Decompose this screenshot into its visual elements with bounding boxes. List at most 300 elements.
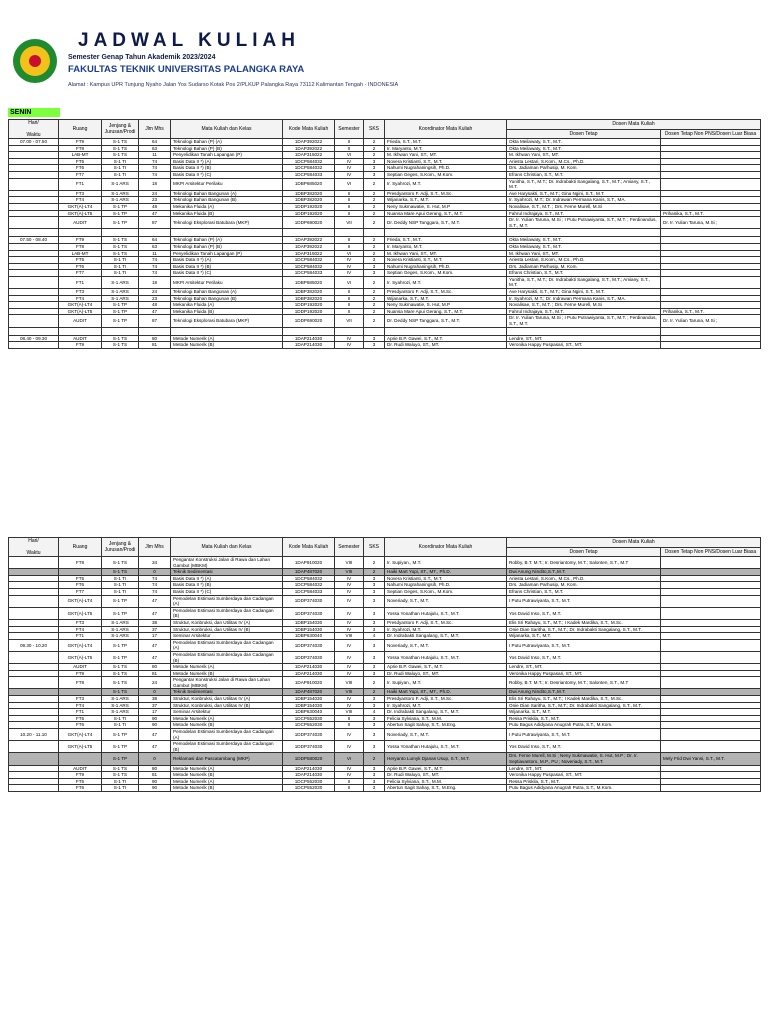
cell-koordinator: Ir. Supiyan., M.T. bbox=[385, 557, 507, 569]
cell-kode: 1DCP584033 bbox=[283, 171, 335, 178]
cell-kode: 1DAP910020 bbox=[283, 677, 335, 689]
cell-waktu bbox=[9, 607, 59, 619]
cell-jenjang: S-1 TS bbox=[102, 557, 139, 569]
cell-jml-mhs: 23 bbox=[139, 197, 171, 204]
cell-sks: 3 bbox=[364, 772, 385, 779]
cell-dosen-tetap: Yunitha, S.T., M.T.; Dr. Indrabakti Sangalang, S.T., M.T.; Amiany, S.T., M.T. bbox=[507, 178, 661, 190]
cell-mata-kuliah: Basis Data II *) (C) bbox=[171, 270, 283, 277]
cell-dosen-nonpns bbox=[661, 677, 761, 689]
cell-mata-kuliah: Metode Numerik (B) bbox=[171, 785, 283, 792]
cell-semester: IV bbox=[335, 263, 364, 270]
cell-waktu bbox=[9, 217, 59, 229]
col-dosen-group: Dosen Mata Kuliah bbox=[507, 120, 761, 130]
cell-ruang: FT8 bbox=[59, 145, 102, 152]
faculty-address: Alamat : Kampus UPR Tunjung Nyaho Jalan Yos Sudarso Kotak Pos 2/PLKUP Palangka Raya 73112 Kalimantan Tengah - INDONESIA bbox=[68, 82, 399, 88]
cell-ruang: AUDIT bbox=[59, 664, 102, 671]
cell-sks: 3 bbox=[364, 670, 385, 677]
cell-sks: 2 bbox=[364, 753, 385, 765]
cell-kode: 1DAP315022 bbox=[283, 250, 335, 257]
cell-mata-kuliah: Penyelidikan Tanah Lapangan (P) bbox=[171, 250, 283, 257]
cell-ruang: FT7 bbox=[59, 270, 102, 277]
cell-sks: 3 bbox=[364, 715, 385, 722]
cell-waktu bbox=[9, 145, 59, 152]
cell-waktu bbox=[9, 197, 59, 204]
cell-kode: 1DAP214030 bbox=[283, 670, 335, 677]
cell-mata-kuliah: Basis Data II *) (C) bbox=[171, 588, 283, 595]
day-label: SENIN bbox=[8, 108, 60, 117]
cell-ruang: LAB-MT bbox=[59, 152, 102, 159]
table-row bbox=[9, 670, 761, 677]
cell-waktu bbox=[9, 243, 59, 250]
cell-koordinator: Felicia Sylviana, S.T., M.M. bbox=[385, 778, 507, 785]
schedule-table-monday-part2 bbox=[8, 537, 761, 792]
table-row bbox=[9, 575, 761, 582]
table-row bbox=[9, 765, 761, 772]
cell-jenjang: S-1 TI bbox=[102, 588, 139, 595]
cell-jenjang: S-1 TI bbox=[102, 158, 139, 165]
cell-waktu bbox=[9, 250, 59, 257]
cell-jenjang: S-1 TP bbox=[102, 217, 139, 229]
cell-koordinator: Yossa Yonathan Hutajulu, S.T., M.T. bbox=[385, 607, 507, 619]
cell-jenjang: S-1 TP bbox=[102, 639, 139, 651]
cell-kode: 1DCP584032 bbox=[283, 257, 335, 264]
cell-mata-kuliah: Teknik Sedimentasi bbox=[171, 689, 283, 696]
cell-dosen-nonpns bbox=[661, 639, 761, 651]
col-koordinator: Koordinator Mata Kuliah bbox=[385, 538, 507, 557]
cell-mata-kuliah: Basis Data II *) (B) bbox=[171, 582, 283, 589]
cell-sks: 3 bbox=[364, 741, 385, 753]
cell-dosen-tetap: Okta Meilawaty, S.T., M.T. bbox=[507, 237, 661, 244]
cell-sks: 3 bbox=[364, 619, 385, 626]
cell-kode: 1DCP584033 bbox=[283, 588, 335, 595]
cell-dosen-nonpns bbox=[661, 145, 761, 152]
cell-ruang: GKT(A)-LT4 bbox=[59, 595, 102, 607]
cell-dosen-nonpns: Prihanika, S.T., M.T. bbox=[661, 308, 761, 315]
cell-semester: II bbox=[335, 237, 364, 244]
cell-semester: IV bbox=[335, 664, 364, 671]
cell-jenjang: S-1 TI bbox=[102, 270, 139, 277]
cell-dosen-tetap: Drs. Ferne Murell, M.Si ; Neny Sukmawatie, S. Hut, M.P ; Dr. Ir. Septiavantoro, M.P., PU ; Noveriady, S.T., M.T. bbox=[507, 753, 661, 765]
semester-label: Semester Genap Tahun Akademik 2023/2024 bbox=[68, 54, 216, 61]
cell-dosen-tetap: Ariesta Lestari, S.Kom., M.Cs., Ph.D. bbox=[507, 158, 661, 165]
cell-dosen-nonpns bbox=[661, 709, 761, 716]
cell-dosen-nonpns bbox=[661, 276, 761, 288]
cell-ruang: FT5 bbox=[59, 715, 102, 722]
cell-jml-mhs: 63 bbox=[139, 145, 171, 152]
cell-sks: 2 bbox=[364, 677, 385, 689]
cell-mata-kuliah bbox=[171, 229, 283, 237]
cell-mata-kuliah: Pengantar Konstruksi Jalan di Rawa dan Lahan Gambut (MBKM) bbox=[171, 557, 283, 569]
cell-koordinator: Noveriady, S.T., M.T. bbox=[385, 639, 507, 651]
cell-dosen-nonpns bbox=[661, 702, 761, 709]
cell-ruang: FT4 bbox=[59, 702, 102, 709]
cell-semester: IV bbox=[335, 626, 364, 633]
cell-sks: 3 bbox=[364, 575, 385, 582]
cell-sks: 3 bbox=[364, 626, 385, 633]
cell-ruang: GKT(A)-LT5 bbox=[59, 651, 102, 663]
cell-koordinator: Ir. Syahrozi, M.T. bbox=[385, 178, 507, 190]
cell-jml-mhs: 47 bbox=[139, 639, 171, 651]
cell-jml-mhs: 47 bbox=[139, 595, 171, 607]
cell-kode: 1DCP584032 bbox=[283, 165, 335, 172]
cell-sks: 2 bbox=[364, 197, 385, 204]
cell-koordinator: Aprie B.P. Gawei, S.T., M.T. bbox=[385, 765, 507, 772]
cell-sks: 2 bbox=[364, 689, 385, 696]
cell-dosen-nonpns bbox=[661, 237, 761, 244]
cell-waktu bbox=[9, 715, 59, 722]
cell-dosen-nonpns: Prihanika, S.T., M.T. bbox=[661, 210, 761, 217]
cell-mata-kuliah: Teknologi Bahan (P) (A) bbox=[171, 139, 283, 146]
table-row bbox=[9, 696, 761, 703]
col-jenjang: Jenjang & Jurusan/Prodi bbox=[102, 120, 139, 139]
cell-jml-mhs: 74 bbox=[139, 575, 171, 582]
col-sks: SKS bbox=[364, 120, 385, 139]
table-row bbox=[9, 165, 761, 172]
cell-koordinator: Neny Sukmawatie, S. Hut, M.P bbox=[385, 203, 507, 210]
cell-koordinator: Yossa Yonathan Hutajulu, S.T., M.T. bbox=[385, 651, 507, 663]
cell-sks: 3 bbox=[364, 639, 385, 651]
cell-semester: VII bbox=[335, 217, 364, 229]
cell-dosen-nonpns bbox=[661, 243, 761, 250]
cell-jenjang: S-1 ARS bbox=[102, 619, 139, 626]
cell-ruang bbox=[59, 753, 102, 765]
cell-kode: 1DDP192020 bbox=[283, 308, 335, 315]
cell-dosen-nonpns bbox=[661, 178, 761, 190]
cell-jenjang: S-1 TP bbox=[102, 741, 139, 753]
cell-dosen-tetap: Ressa Priskila, S.T., M.T. bbox=[507, 715, 661, 722]
cell-sks: 3 bbox=[364, 257, 385, 264]
col-dosen-tetap: Dosen Tetap bbox=[507, 547, 661, 557]
cell-semester bbox=[335, 327, 364, 335]
cell-kode: 1DDP690020 bbox=[283, 315, 335, 327]
cell-kode: 1DAP392022 bbox=[283, 237, 335, 244]
cell-jml-mhs: 80 bbox=[139, 765, 171, 772]
cell-waktu bbox=[9, 229, 59, 237]
cell-jenjang: S-1 TP bbox=[102, 210, 139, 217]
cell-koordinator: Novera Kristianti, S.T., M.T. bbox=[385, 158, 507, 165]
cell-jenjang: S-1 ARS bbox=[102, 696, 139, 703]
cell-koordinator: Felicia Sylviana, S.T., M.M. bbox=[385, 715, 507, 722]
cell-mata-kuliah: Metode Numerik (A) bbox=[171, 778, 283, 785]
cell-jml-mhs: 37 bbox=[139, 626, 171, 633]
cell-kode: 1DAP392022 bbox=[283, 145, 335, 152]
table-row bbox=[9, 557, 761, 569]
cell-koordinator bbox=[385, 229, 507, 237]
table-row bbox=[9, 664, 761, 671]
cell-jml-mhs bbox=[139, 229, 171, 237]
cell-koordinator: Dr. Indrabakti Sangalang, S.T., M.T. bbox=[385, 709, 507, 716]
cell-sks: 3 bbox=[364, 263, 385, 270]
cell-semester: IV bbox=[335, 588, 364, 595]
cell-dosen-nonpns bbox=[661, 302, 761, 309]
cell-koordinator: Ir. Maryanto, M.T. bbox=[385, 145, 507, 152]
cell-sks: 3 bbox=[364, 702, 385, 709]
cell-jenjang: S-1 TS bbox=[102, 335, 139, 342]
cell-waktu bbox=[9, 677, 59, 689]
cell-waktu bbox=[9, 689, 59, 696]
cell-jml-mhs: 81 bbox=[139, 342, 171, 349]
table-row bbox=[9, 139, 761, 146]
cell-kode: 1DAP487020 bbox=[283, 569, 335, 576]
cell-waktu bbox=[9, 582, 59, 589]
cell-dosen-nonpns bbox=[661, 651, 761, 663]
cell-kode: 1DCP552030 bbox=[283, 722, 335, 729]
table-row bbox=[9, 327, 761, 335]
cell-dosen-tetap: Dr. Ir. Yulian Taruna, M.Si ; I Putu Putrawiyanta, S.T., M.T. ; Ferdinandus, S.T., M.T. bbox=[507, 315, 661, 327]
cell-dosen-tetap: I Putu Putrawiyanta, S.T., M.T. bbox=[507, 729, 661, 741]
cell-dosen-nonpns bbox=[661, 250, 761, 257]
cell-koordinator: Abertun Sagit Sahay, S.T., M.Eng. bbox=[385, 722, 507, 729]
table-row bbox=[9, 709, 761, 716]
cell-waktu bbox=[9, 670, 59, 677]
col-jenjang: Jenjang & Jurusan/Prodi bbox=[102, 538, 139, 557]
cell-koordinator: Presdyantoro F. Adji, S.T., M.Sc. bbox=[385, 619, 507, 626]
cell-dosen-nonpns bbox=[661, 772, 761, 779]
table-row bbox=[9, 237, 761, 244]
table-row bbox=[9, 190, 761, 197]
table-row bbox=[9, 197, 761, 204]
col-ruang: Ruang bbox=[59, 538, 102, 557]
table-row bbox=[9, 626, 761, 633]
cell-mata-kuliah: Teknologi Bahan Bangunan (A) bbox=[171, 289, 283, 296]
cell-kode: 1DBP382020 bbox=[283, 190, 335, 197]
cell-sks: 3 bbox=[364, 158, 385, 165]
cell-waktu bbox=[9, 778, 59, 785]
cell-ruang: FT8 bbox=[59, 243, 102, 250]
cell-jenjang: S-1 TS bbox=[102, 765, 139, 772]
cell-kode: 1DDP374030 bbox=[283, 607, 335, 619]
cell-jenjang: S-1 ARS bbox=[102, 197, 139, 204]
table-row bbox=[9, 250, 761, 257]
table-header bbox=[9, 538, 761, 557]
cell-kode: 1DBP154030 bbox=[283, 696, 335, 703]
cell-ruang: FT3 bbox=[59, 696, 102, 703]
cell-dosen-tetap: Robby, B.T. M.T.; Ir. Desriantomy, M.T.; Salonten, S.T., M.T bbox=[507, 677, 661, 689]
table-row bbox=[9, 335, 761, 342]
cell-ruang: FT4 bbox=[59, 295, 102, 302]
cell-mata-kuliah: Pemodelan Estimasi Sumberdaya dan Cadangan (B) bbox=[171, 651, 283, 663]
cell-semester: IV bbox=[335, 270, 364, 277]
cell-waktu: 10.20 - 11.10 bbox=[9, 729, 59, 741]
cell-ruang: GKT(A)-LT4 bbox=[59, 302, 102, 309]
cell-dosen-nonpns bbox=[661, 335, 761, 342]
cell-mata-kuliah: Metode Numerik (B) bbox=[171, 670, 283, 677]
cell-kode: 1DAP214030 bbox=[283, 342, 335, 349]
cell-jml-mhs: 17 bbox=[139, 709, 171, 716]
cell-waktu bbox=[9, 158, 59, 165]
cell-dosen-tetap: Wijanarka, S.T., M.T. bbox=[507, 709, 661, 716]
cell-dosen-tetap: I Putu Putrawiyanta, S.T., M.T. bbox=[507, 639, 661, 651]
cell-semester: IV bbox=[335, 342, 364, 349]
cell-dosen-tetap: Ave Harysakti, S.T., M.T.; Gina Ngini, S.T., M.T. bbox=[507, 190, 661, 197]
cell-kode: 1DAP315022 bbox=[283, 152, 335, 159]
cell-dosen-tetap: Yos David Inso, S.T., M.T. bbox=[507, 651, 661, 663]
cell-kode: 1DAP392022 bbox=[283, 139, 335, 146]
cell-ruang: FT9 bbox=[59, 670, 102, 677]
cell-ruang: FT9 bbox=[59, 342, 102, 349]
table-row bbox=[9, 722, 761, 729]
cell-jml-mhs: 0 bbox=[139, 753, 171, 765]
table-row bbox=[9, 257, 761, 264]
cell-semester: VII bbox=[335, 315, 364, 327]
cell-koordinator: Noveriady, S.T., M.T. bbox=[385, 595, 507, 607]
cell-kode: 1DDP374030 bbox=[283, 639, 335, 651]
cell-koordinator: Wijanarka, S.T., M.T. bbox=[385, 295, 507, 302]
cell-semester: II bbox=[335, 308, 364, 315]
cell-jml-mhs: 74 bbox=[139, 588, 171, 595]
cell-sks: 3 bbox=[364, 785, 385, 792]
cell-jenjang: S-1 TP bbox=[102, 729, 139, 741]
cell-waktu bbox=[9, 595, 59, 607]
cell-sks: 3 bbox=[364, 588, 385, 595]
cell-mata-kuliah: Metode Numerik (A) bbox=[171, 765, 283, 772]
cell-waktu bbox=[9, 152, 59, 159]
cell-kode: 1DAP910020 bbox=[283, 557, 335, 569]
cell-jenjang: S-1 TI bbox=[102, 722, 139, 729]
cell-semester: IV bbox=[335, 582, 364, 589]
cell-koordinator: Haiki Mart Yupi, ST., MT., Ph.D. bbox=[385, 569, 507, 576]
cell-jenjang: S-1 TS bbox=[102, 569, 139, 576]
cell-sks: 2 bbox=[364, 217, 385, 229]
table-row bbox=[9, 276, 761, 288]
cell-dosen-nonpns bbox=[661, 778, 761, 785]
cell-dosen-nonpns bbox=[661, 588, 761, 595]
cell-jenjang: S-1 TI bbox=[102, 582, 139, 589]
cell-mata-kuliah: Teknologi Bahan Bangunan (A) bbox=[171, 190, 283, 197]
cell-semester: IV bbox=[335, 772, 364, 779]
cell-jenjang: S-1 ARS bbox=[102, 289, 139, 296]
cell-semester: VIII bbox=[335, 689, 364, 696]
cell-sks: 3 bbox=[364, 342, 385, 349]
cell-semester: VI bbox=[335, 178, 364, 190]
cell-ruang: FT8 bbox=[59, 677, 102, 689]
cell-waktu bbox=[9, 342, 59, 349]
cell-waktu bbox=[9, 178, 59, 190]
cell-jenjang: S-1 TP bbox=[102, 651, 139, 663]
cell-jml-mhs: 24 bbox=[139, 677, 171, 689]
cell-waktu bbox=[9, 664, 59, 671]
cell-dosen-tetap: Onie Dian Saritha, S.T., M.T.; Dr. Indrabakti Sangalang, S.T., M.T. bbox=[507, 702, 661, 709]
cell-sks: 3 bbox=[364, 270, 385, 277]
cell-mata-kuliah: Mekanika Fluida (B) bbox=[171, 210, 283, 217]
page-title: JADWAL KULIAH bbox=[78, 30, 300, 51]
table-row bbox=[9, 633, 761, 640]
cell-jenjang: S-1 ARS bbox=[102, 178, 139, 190]
cell-waktu bbox=[9, 741, 59, 753]
cell-dosen-tetap: Onie Dian Saritha, S.T., M.T.; Dr. Indrabakti Sangalang, S.T., M.T. bbox=[507, 626, 661, 633]
cell-waktu bbox=[9, 276, 59, 288]
cell-koordinator: Ir. Supiyan., M.T. bbox=[385, 677, 507, 689]
cell-sks: 2 bbox=[364, 315, 385, 327]
cell-semester: II bbox=[335, 785, 364, 792]
cell-semester: IV bbox=[335, 171, 364, 178]
cell-koordinator: Nahumi Nugrahaningsih, Ph.D. bbox=[385, 582, 507, 589]
cell-kode: 1DCP584032 bbox=[283, 582, 335, 589]
cell-dosen-tetap: Yunitha, S.T., M.T.; Dr. Indrabakti Sangalang, S.T., M.T.; Amiany, S.T., M.T. bbox=[507, 276, 661, 288]
cell-kode: 1DDP374030 bbox=[283, 651, 335, 663]
cell-sks bbox=[364, 229, 385, 237]
cell-mata-kuliah: Struktur, Konbruksi, dan Utilitas IV (B) bbox=[171, 626, 283, 633]
table-row bbox=[9, 263, 761, 270]
cell-waktu bbox=[9, 709, 59, 716]
cell-kode: 1DCP552030 bbox=[283, 778, 335, 785]
table-row bbox=[9, 588, 761, 595]
cell-sks: 4 bbox=[364, 633, 385, 640]
table-row bbox=[9, 753, 761, 765]
cell-semester: IV bbox=[335, 165, 364, 172]
cell-koordinator: Haiki Mart Yupi, ST., MT., Ph.D. bbox=[385, 689, 507, 696]
cell-jenjang: S-1 ARS bbox=[102, 702, 139, 709]
cell-jml-mhs bbox=[139, 327, 171, 335]
cell-jml-mhs: 74 bbox=[139, 158, 171, 165]
cell-waktu: 07.00 - 07.50 bbox=[9, 139, 59, 146]
document-header bbox=[10, 28, 758, 98]
cell-semester: IV bbox=[335, 158, 364, 165]
col-mata-kuliah: Mata Kuliah dan Kelas bbox=[171, 538, 283, 557]
cell-mata-kuliah: Basis Data II *) (A) bbox=[171, 257, 283, 264]
table-header bbox=[9, 120, 761, 139]
cell-ruang: GKT(A)-LT5 bbox=[59, 741, 102, 753]
cell-dosen-nonpns bbox=[661, 342, 761, 349]
table-row bbox=[9, 785, 761, 792]
cell-sks: 2 bbox=[364, 190, 385, 197]
cell-ruang: FT6 bbox=[59, 263, 102, 270]
cell-waktu bbox=[9, 263, 59, 270]
cell-sks: 3 bbox=[364, 607, 385, 619]
cell-waktu bbox=[9, 257, 59, 264]
cell-mata-kuliah: Pemodelan Estimasi Sumberdaya dan Cadangan (A) bbox=[171, 595, 283, 607]
cell-dosen-nonpns bbox=[661, 670, 761, 677]
cell-kode: 1DDP580020 bbox=[283, 753, 335, 765]
cell-dosen-tetap: Efrans Christian, S.T., M.T. bbox=[507, 270, 661, 277]
cell-semester: II bbox=[335, 210, 364, 217]
cell-jml-mhs: 90 bbox=[139, 778, 171, 785]
cell-dosen-tetap: M. Ikhwan Yani, ST., MT. bbox=[507, 250, 661, 257]
cell-semester: VIII bbox=[335, 569, 364, 576]
cell-waktu bbox=[9, 171, 59, 178]
cell-dosen-nonpns: Mely Frid Dwi Yansi, S.T., M.T. bbox=[661, 753, 761, 765]
cell-sks: 3 bbox=[364, 165, 385, 172]
cell-jml-mhs: 74 bbox=[139, 263, 171, 270]
table-row bbox=[9, 639, 761, 651]
cell-mata-kuliah: Struktur, Konbruksi, dan Utilitas IV (B) bbox=[171, 702, 283, 709]
table-row bbox=[9, 582, 761, 589]
cell-ruang: FT9 bbox=[59, 237, 102, 244]
cell-ruang: FT1 bbox=[59, 709, 102, 716]
cell-mata-kuliah: MKPI Arsitektur Perilaku bbox=[171, 178, 283, 190]
cell-jml-mhs: 80 bbox=[139, 664, 171, 671]
cell-semester: II bbox=[335, 203, 364, 210]
cell-sks: 2 bbox=[364, 302, 385, 309]
cell-koordinator: M. Ikhwan Yani, ST., MT. bbox=[385, 152, 507, 159]
cell-dosen-tetap: Lendre, ST., MT. bbox=[507, 664, 661, 671]
cell-ruang: FT9 bbox=[59, 772, 102, 779]
table-body bbox=[9, 557, 761, 792]
cell-dosen-nonpns bbox=[661, 197, 761, 204]
cell-dosen-nonpns bbox=[661, 715, 761, 722]
cell-jenjang: S-1 TS bbox=[102, 250, 139, 257]
cell-mata-kuliah: Mekanika Fluida (A) bbox=[171, 302, 283, 309]
cell-jml-mhs: 0 bbox=[139, 569, 171, 576]
cell-koordinator: Presdyantoro F. Adji, S.T., M.Sc. bbox=[385, 289, 507, 296]
cell-kode: 1DDP192020 bbox=[283, 210, 335, 217]
cell-dosen-nonpns bbox=[661, 741, 761, 753]
cell-kode: 1DCP584032 bbox=[283, 263, 335, 270]
cell-jenjang: S-1 TP bbox=[102, 203, 139, 210]
cell-sks: 2 bbox=[364, 237, 385, 244]
table-row bbox=[9, 677, 761, 689]
cell-dosen-tetap: Ave Harysakti, S.T., M.T.; Gina Ngini, S.T., M.T. bbox=[507, 289, 661, 296]
